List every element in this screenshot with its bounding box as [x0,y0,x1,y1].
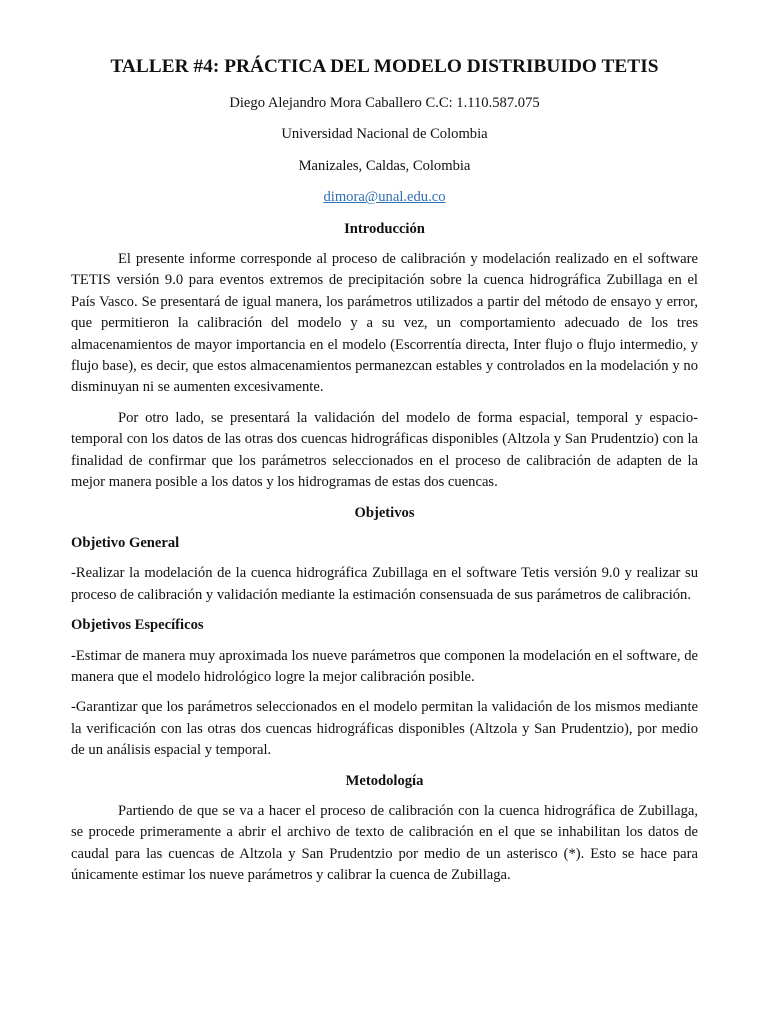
location-line: Manizales, Caldas, Colombia [298,157,471,174]
university-line: Universidad Nacional de Colombia [281,126,488,143]
introduction-heading: Introducción [344,220,425,237]
methodology-heading: Metodología [345,772,424,789]
email-line [71,187,698,208]
document-title: TALLER #4: PRÁCTICA DEL MODELO DISTRIBUIDO TETIS [110,56,659,77]
general-objective-paragraph: -Realizar la modelación de la cuenca hidrográfica Zubillaga en el software Tetis versión 9.0 y realizar su proceso de calibración y validación mediante la estimación consensuada de sus parámetros de calibración. [71,565,698,603]
methodology-paragraph-1: Partiendo de que se va a hacer el proceso de calibración con la cuenca hidrográfica de Zubillaga, se procede primeramente a abrir el archivo de texto de calibración en el que se inhabilitan los datos de caudal para las cuencas de Altzola y San Prudentzio por medio de un asterisco (*). Esto se hace para únicamente estimar los nueve parámetros y calibrar la cuenca de Zubillaga. [71,802,698,884]
author-line: Diego Alejandro Mora Caballero C.C: 1.110.587.075 [229,95,540,111]
specific-objective-paragraph-2: -Garantizar que los parámetros seleccionados en el modelo permitan la validación de los mismos mediante la verificación con las otras dos cuencas hidrográficas disponibles (Altzola y San Prudentzio), por medio de un análisis espacial y temporal. [71,699,698,759]
objectives-heading: Objetivos [354,504,415,521]
introduction-paragraph-2: Por otro lado, se presentará la validación del modelo de forma espacial, temporal y espacio-temporal con los datos de las otras dos cuencas hidrográficas disponibles (Altzola y San Prudentzio) con la finalidad de confirmar que los parámetros seleccionados en el proceso de calibración de adapten de la mejor manera posible a los datos y los hidrogramas de estas dos cuencas. [71,409,698,491]
general-objective-heading: Objetivo General [71,534,180,551]
specific-objective-paragraph-1: -Estimar de manera muy aproximada los nueve parámetros que componen la modelación en el software, de manera que el modelo hidrológico logre la mejor calibración posible. [71,647,698,685]
introduction-paragraph-1: El presente informe corresponde al proceso de calibración y modelación realizado en el software TETIS versión 9.0 para eventos extremos de precipitación sobre la cuenca hidrográfica Zubillaga en el País Vasco. Se presentará de igual manera, los parámetros utilizados a partir del método de ensayo y error, que permitieron la calibración del modelo y a su vez, un comportamiento adecuado de los tres almacenamientos de mayor importancia en el modelo (Escorrentía directa, Inter flujo o flujo intermedio, y flujo base), es decir, que estos almacenamientos permanezcan estables y controlados en la modelación y no disminuyan ni se aumenten excesivamente. [71,251,698,396]
specific-objectives-heading: Objetivos Específicos [71,617,204,634]
email-link[interactable]: dimora@unal.edu.co [323,189,446,206]
